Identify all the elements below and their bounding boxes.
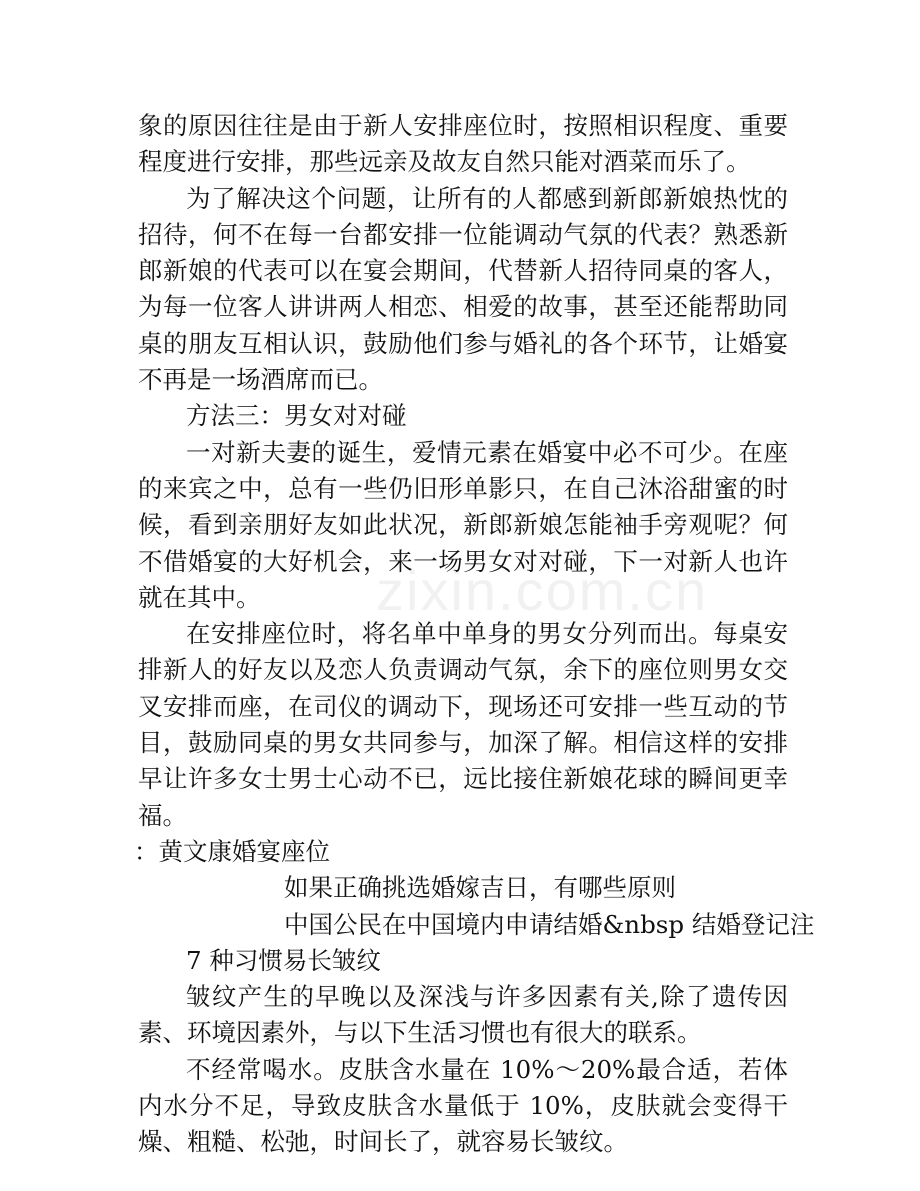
paragraph-wrinkle-factors: 皱纹产生的早晚以及深浅与许多因素有关,除了遗传因素、环境因素外，与以下生活习惯也有很大的联系。 <box>138 982 788 1048</box>
paragraph-drinking-water: 不经常喝水。皮肤含水量在 10%～20%最合适，若体内水分不足，导致皮肤含水量低于 10%，皮肤就会变得干燥、粗糙、松弛，时间长了，就容易长皱纹。 <box>138 1054 788 1157</box>
section-heading-wrinkles: 7 种习惯易长皱纹 <box>186 945 381 975</box>
paragraph-representative: 为了解决这个问题，让所有的人都感到新郎新娘热忱的招待，何不在每一台都安排一位能调动气氛的代表？熟悉新郎新娘的代表可以在宴会期间，代替新人招待同桌的客人，为每一位客人讲讲两人相恋、相爱的故事，甚至还能帮助同桌的朋友互相认识，鼓励他们参与婚礼的各个环节，让婚宴不再是一场酒席而已。 <box>138 183 788 395</box>
watermark: zixin.com.cn <box>376 559 709 622</box>
related-link-marriage-registration[interactable]: 中国公民在中国境内申请结婚&nbsp 结婚登记注 <box>284 909 815 939</box>
paragraph-singles: 一对新夫妻的诞生，爱情元素在婚宴中必不可少。在座的来宾之中，总有一些仍旧形单影只，在自己沐浴甜蜜的时候，看到亲朋好友如此状况，新郎新娘怎能袖手旁观呢？何不借婚宴的大好机会，来一场男女对对碰，下一对新人也许就在其中。 <box>138 437 788 612</box>
paragraph-seating-arrangement: 在安排座位时，将名单中单身的男女分列而出。每桌安排新人的好友以及恋人负责调动气氛，余下的座位则男女交叉安排而座，在司仪的调动下，现场还可安排一些互动的节目，鼓励同桌的男女共同参与，加深了解。相信这样的安排早让许多女士男士心动不已，远比接住新娘花球的瞬间更幸福。 <box>138 619 788 830</box>
keyword-line: ：黄文康婚宴座位 <box>134 836 330 866</box>
section-heading-method-three: 方法三：男女对对碰 <box>186 401 407 431</box>
related-link-auspicious-day[interactable]: 如果正确挑选婚嫁吉日，有哪些原则 <box>284 873 676 903</box>
paragraph-seating-intro: 象的原因往往是由于新人安排座位时，按照相识程度、重要程度进行安排，那些远亲及故友自然只能对酒菜而乐了。 <box>138 111 788 177</box>
document-body <box>134 108 815 1161</box>
